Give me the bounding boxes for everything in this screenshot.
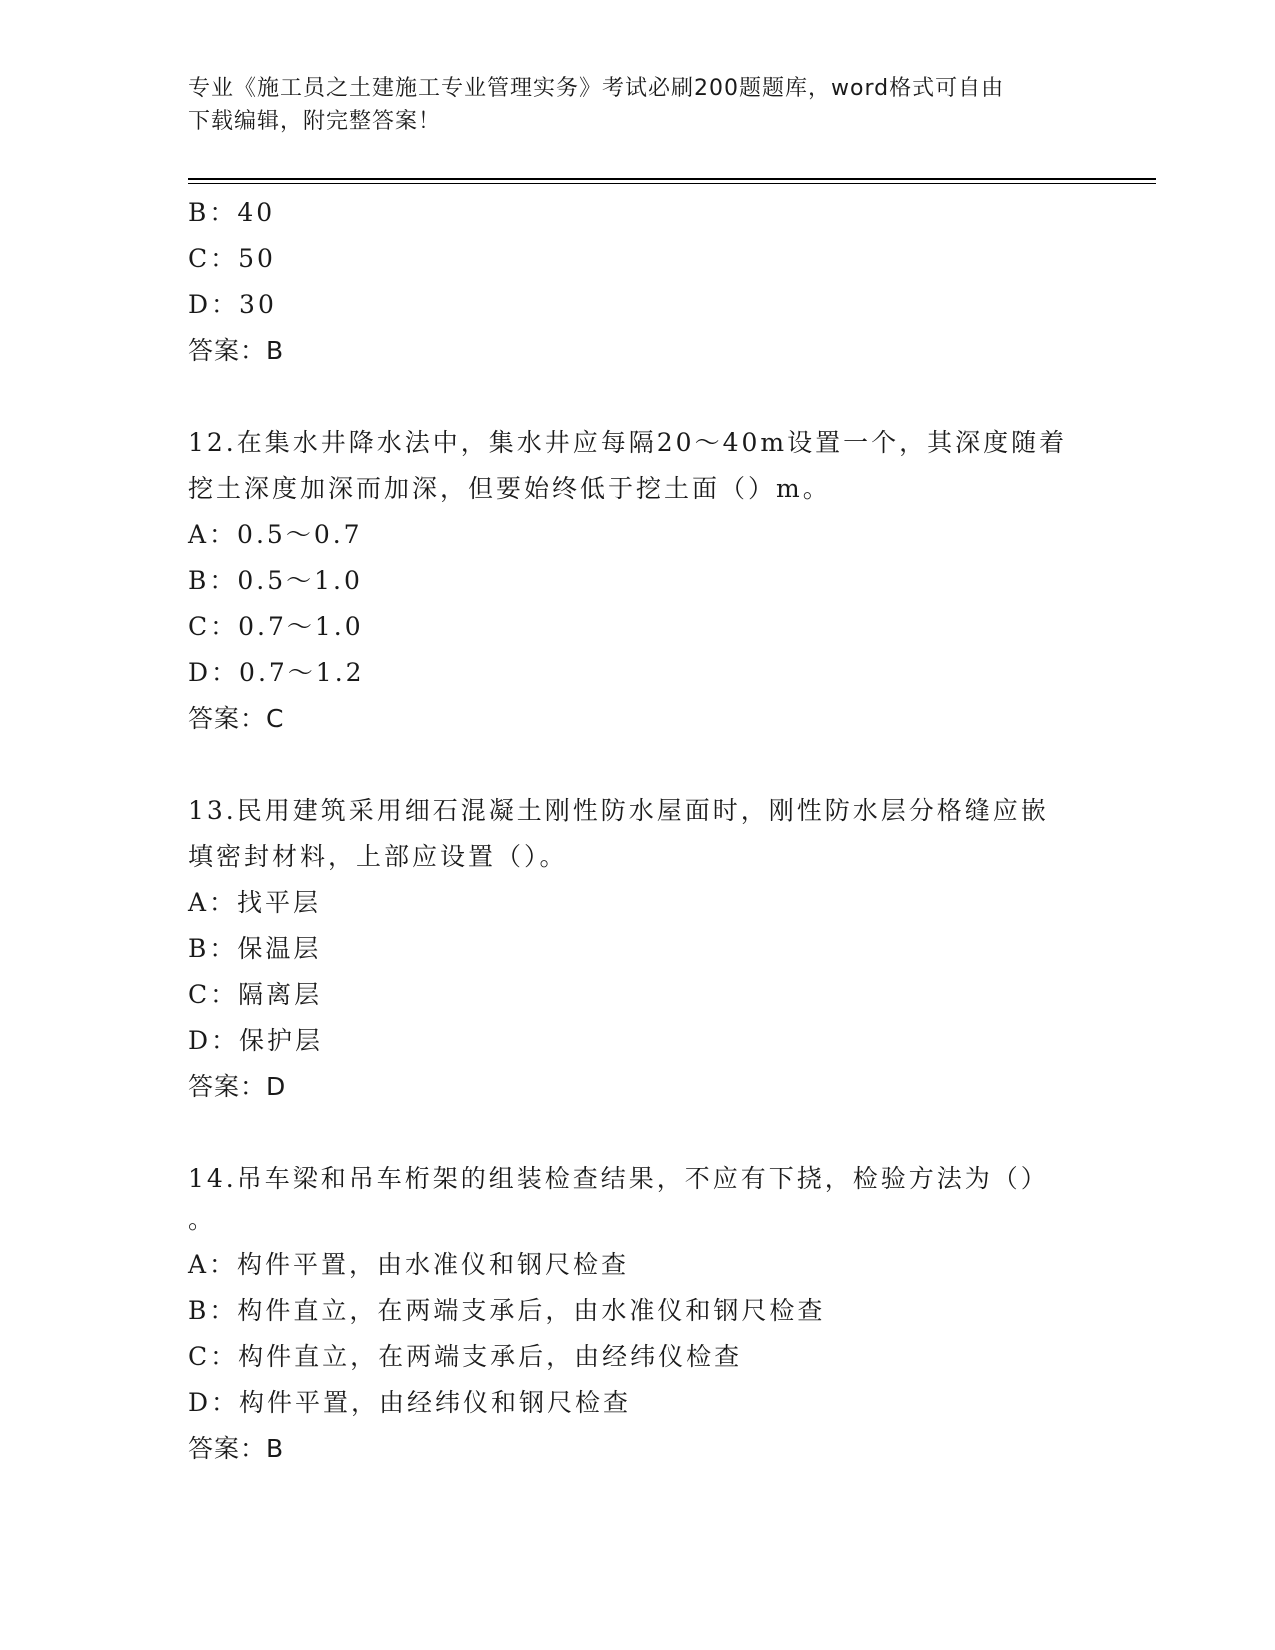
question-list <box>188 190 1088 1472</box>
question-11-continuation <box>188 190 1088 374</box>
question-stem-line: 挖土深度加深而加深，但要始终低于挖土面（）m。 <box>188 474 831 503</box>
question-stem-line: 填密封材料，上部应设置（）。 <box>188 842 568 871</box>
question-stem-line: 14.吊车梁和吊车桁架的组装检查结果，不应有下挠，检验方法为（） <box>188 1164 1049 1193</box>
spacer <box>188 742 1088 788</box>
answer: 答案：B <box>188 1434 285 1463</box>
option-b: B：保温层 <box>188 934 322 963</box>
option-d: D：保护层 <box>188 1026 324 1055</box>
answer: 答案：B <box>188 336 285 365</box>
option-c: C：0.7～1.0 <box>188 612 364 641</box>
option-c: C：隔离层 <box>188 980 323 1009</box>
option-a: A：构件平置，由水准仪和钢尺检查 <box>188 1250 630 1279</box>
answer: 答案：D <box>188 1072 287 1101</box>
question-stem-line: 13.民用建筑采用细石混凝土刚性防水屋面时，刚性防水层分格缝应嵌 <box>188 796 1049 825</box>
header-line-1: 专业《施工员之土建施工专业管理实务》考试必刷200题题库，word格式可自由 <box>188 76 1005 101</box>
page-header <box>188 72 1088 138</box>
option-d: D：30 <box>188 290 277 319</box>
option-b: B：0.5～1.0 <box>188 566 363 595</box>
option-d: D：0.7～1.2 <box>188 658 365 687</box>
option-c: C：构件直立，在两端支承后，由经纬仪检查 <box>188 1342 743 1371</box>
spacer <box>188 374 1088 420</box>
header-line-2: 下载编辑，附完整答案！ <box>188 109 442 134</box>
option-d: D：构件平置，由经纬仪和钢尺检查 <box>188 1388 632 1417</box>
question-stem-line: 12.在集水井降水法中，集水井应每隔20～40m设置一个，其深度随着 <box>188 428 1068 457</box>
spacer <box>188 1110 1088 1156</box>
header-rule-thin <box>188 183 1156 184</box>
answer: 答案：C <box>188 704 285 733</box>
question-12 <box>188 420 1088 742</box>
option-b: B：40 <box>188 198 276 227</box>
question-13 <box>188 788 1088 1110</box>
option-b: B：构件直立，在两端支承后，由水准仪和钢尺检查 <box>188 1296 826 1325</box>
question-stem-line: 。 <box>188 1205 217 1234</box>
header-rule-thick <box>188 178 1156 180</box>
option-a: A：0.5～0.7 <box>188 520 363 549</box>
question-14 <box>188 1156 1088 1472</box>
option-a: A：找平层 <box>188 888 322 917</box>
option-c: C：50 <box>188 244 276 273</box>
